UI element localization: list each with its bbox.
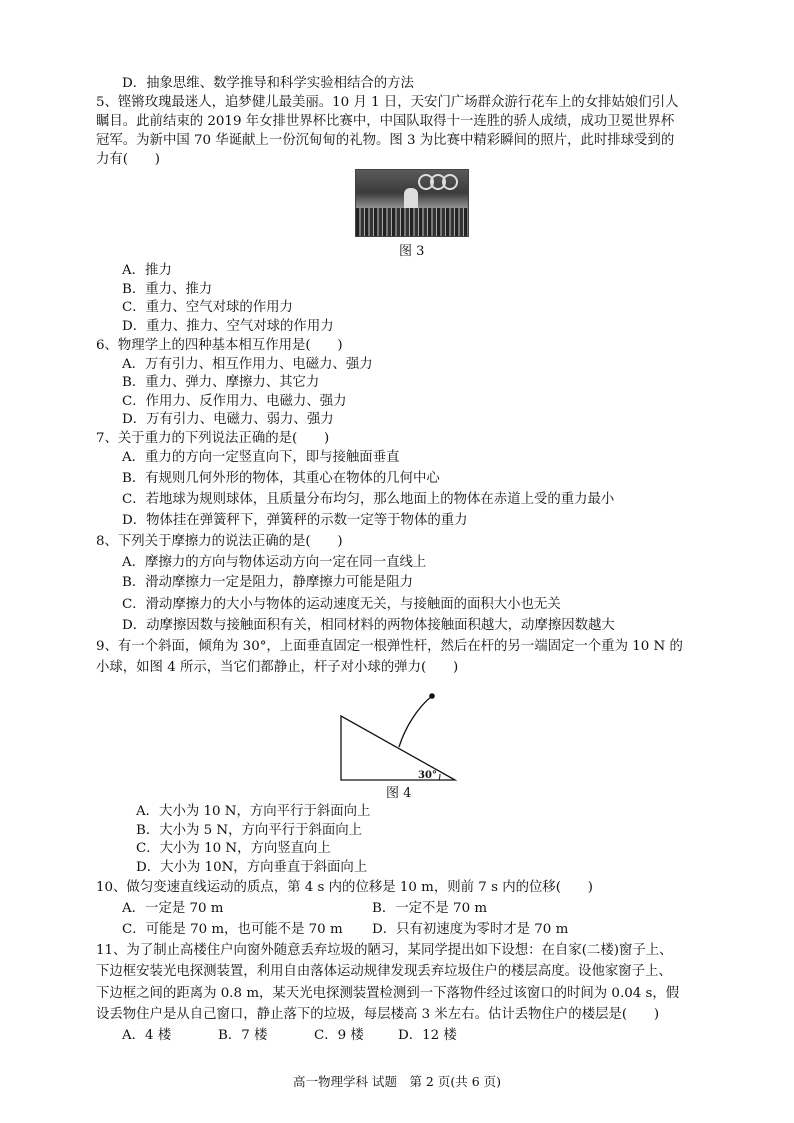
q5-stem-line2: 瞩目。此前结束的 2019 年女排世界杯比赛中，中国队取得十一连胜的骄人成绩，成功卫冕世界杯 — [96, 114, 675, 129]
q9-stem-line2: 小球，如图 4 所示，当它们都静止，杆子对小球的弹力( ) — [96, 660, 459, 675]
q11-stem-line3: 下边框之间的距离为 0.8 m，某天光电探测装置检测到一下落物件经过该窗口的时间为 0.04 s，假 — [96, 986, 680, 1001]
figure-3-volleyball-photo — [355, 169, 469, 237]
page-footer: 高一物理学科 试题 第 2 页(共 6 页) — [292, 1074, 502, 1089]
q7-option-a: A．重力的方向一定竖直向下，即与接触面垂直 — [122, 450, 400, 465]
q6-option-b: B．重力、弹力、摩擦力、其它力 — [122, 375, 320, 390]
q9-option-a: A．大小为 10 N，方向平行于斜面向上 — [136, 804, 371, 819]
q5-option-c: C．重力、空气对球的作用力 — [122, 300, 293, 315]
ball — [429, 693, 435, 699]
q11-stem-line4: 设丢物住户是从自己窗口，静止落下的垃圾，每层楼高 3 米左右。估计丢物住户的楼层是( ) — [96, 1007, 660, 1022]
q11-option-c: C．9 楼 — [314, 1028, 364, 1043]
q7-option-c: C．若地球为规则球体，且质量分布均匀，那么地面上的物体在赤道上受的重力最小 — [122, 492, 615, 507]
q5-stem-line1: 5、铿锵玫瑰最迷人，追梦健儿最美丽。10 月 1 日，天安门广场群众游行花车上的女排姑娘们引人 — [96, 95, 679, 110]
q9-option-d: D．大小为 10N，方向垂直于斜面向上 — [136, 860, 368, 875]
q6-option-c: C．作用力、反作用力、电磁力、强力 — [122, 394, 347, 409]
q10-option-c: C．可能是 70 m，也可能不是 70 m — [122, 922, 343, 937]
q8-stem: 8、下列关于摩擦力的说法正确的是( ) — [96, 534, 343, 549]
angle-arc — [439, 774, 440, 780]
figure-3-caption: 图 3 — [399, 244, 425, 259]
q8-option-b: B．滑动摩擦力一定是阻力，静摩擦力可能是阻力 — [122, 575, 414, 590]
q11-stem-line2: 下边框安装光电探测装置，利用自由落体运动规律发现丢弃垃圾住户的楼层高度。设他家窗子上、 — [96, 964, 672, 979]
q11-stem-line1: 11、为了制止高楼住户向窗外随意丢弃垃圾的陋习，某同学提出如下设想：在自家(二楼)窗子上、 — [96, 943, 673, 958]
q10-option-b: B．一定不是 70 m — [372, 901, 488, 916]
q11-option-d: D．12 楼 — [398, 1028, 457, 1043]
q9-option-c: C．大小为 10 N，方向竖直向上 — [136, 841, 331, 856]
q9-stem-line1: 9、有一个斜面，倾角为 30°，上面垂直固定一根弹性杆，然后在杆的另一端固定一个重为 10 N 的 — [96, 639, 683, 654]
q8-option-d: D．动摩擦因数与接触面积有关，相同材料的两物体接触面积越大，动摩擦因数越大 — [122, 618, 615, 633]
q5-option-d: D．重力、推力、空气对球的作用力 — [122, 319, 334, 334]
q7-option-b: B．有规则几何外形的物体，其重心在物体的几何中心 — [122, 471, 440, 486]
figure-4-caption: 图 4 — [386, 786, 412, 801]
q9-option-b: B．大小为 5 N，方向平行于斜面向上 — [136, 823, 363, 838]
elastic-rod — [399, 696, 432, 747]
q7-option-d: D．物体挂在弹簧秤下，弹簧秤的示数一定等于物体的重力 — [122, 513, 468, 528]
q10-option-d: D．只有初速度为零时才是 70 m — [372, 922, 569, 937]
incline-triangle — [341, 716, 455, 780]
angle-label: 30° — [418, 770, 437, 781]
q11-option-b: B．7 楼 — [218, 1028, 268, 1043]
q5-stem-line3: 冠军。为新中国 70 华诞献上一份沉甸甸的礼物。图 3 为比赛中精彩瞬间的照片，此时排球受到的 — [96, 133, 675, 148]
q11-option-a: A．4 楼 — [122, 1028, 172, 1043]
q5-option-b: B．重力、推力 — [122, 282, 213, 297]
q8-option-a: A．摩擦力的方向与物体运动方向一定在同一直线上 — [122, 555, 427, 570]
q5-option-a: A．推力 — [122, 263, 172, 278]
q6-stem: 6、物理学上的四种基本相互作用是( ) — [96, 338, 343, 353]
q5-stem-line4: 力有( ) — [96, 152, 161, 167]
q7-stem: 7、关于重力的下列说法正确的是( ) — [96, 431, 330, 446]
q6-option-d: D．万有引力、电磁力、弱力、强力 — [122, 412, 334, 427]
q10-stem: 10、做匀变速直线运动的质点，第 4 s 内的位移是 10 m，则前 7 s 内的位移( ) — [96, 880, 593, 895]
q6-option-a: A．万有引力、相互作用力、电磁力、强力 — [122, 357, 373, 372]
figure-4-incline-diagram — [335, 688, 460, 784]
q4-option-d: D．抽象思维、数学推导和科学实验相结合的方法 — [122, 76, 414, 91]
q8-option-c: C．滑动摩擦力的大小与物体的运动速度无关，与接触面的面积大小也无关 — [122, 597, 561, 612]
q10-option-a: A．一定是 70 m — [122, 901, 224, 916]
